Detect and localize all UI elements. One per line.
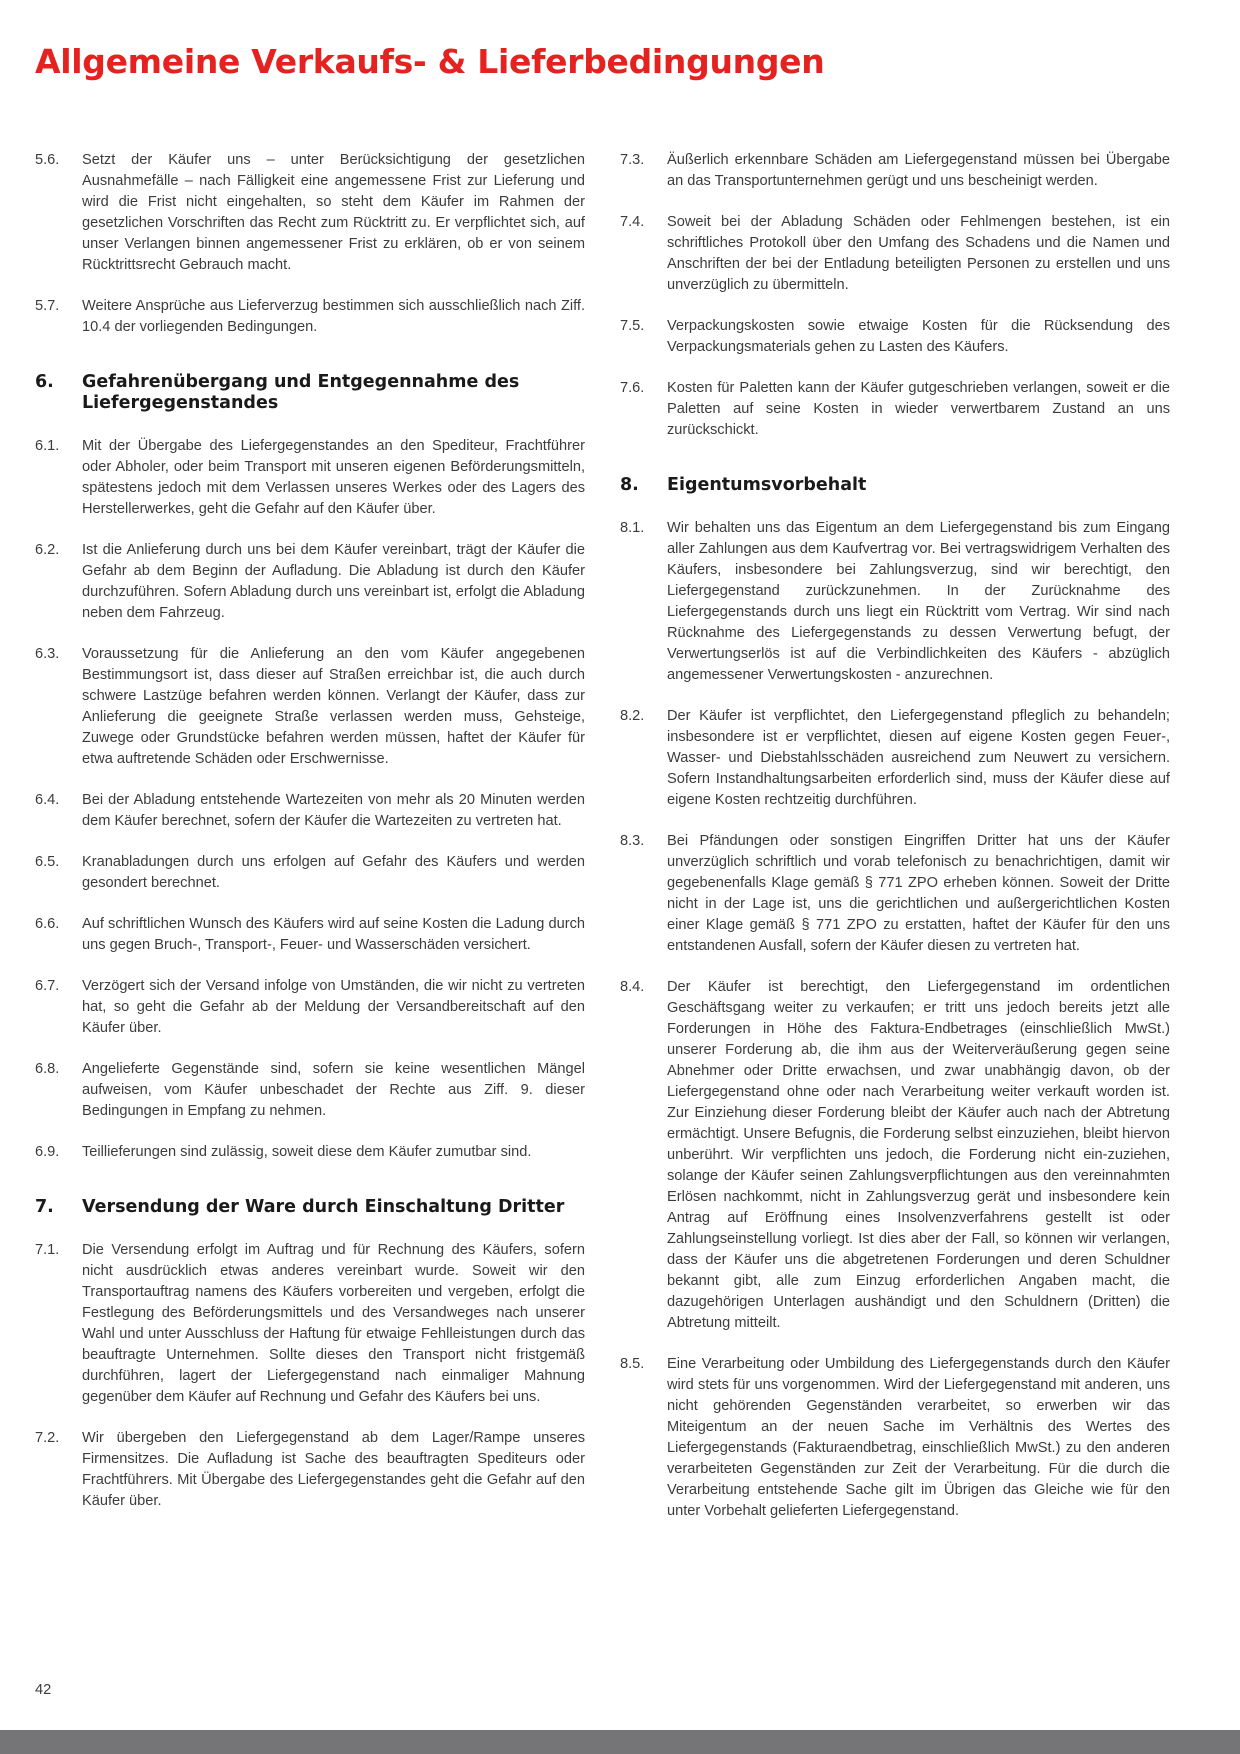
clause-number: 6.6.: [35, 916, 60, 932]
clause-text: Teillieferungen sind zulässig, soweit diese dem Käufer zumutbar sind.: [82, 1144, 532, 1160]
clause-6-3: [35, 644, 585, 770]
clause-text: Mit der Übergabe des Liefergegenstandes an den Spediteur, Frachtführer oder Abholer, oder beim Transport mit unseren eigenen Beförderungsmitteln, spätestens jedoch mit dem Verlassen unseres Werkes oder des Lagers des Herstellerwerkes, geht die Gefahr auf den Käufer über.: [82, 438, 585, 517]
clause-number: 7.2.: [35, 1430, 60, 1446]
page-number: 42: [35, 1682, 52, 1698]
left-column: [35, 150, 585, 1532]
clause-text: Kosten für Paletten kann der Käufer gutgeschrieben verlangen, soweit er die Paletten auf seine Kosten in wieder verwertbarem Zustand an uns zurückschickt.: [667, 380, 1170, 438]
clause-text: Wir behalten uns das Eigentum an dem Liefergegenstand bis zum Eingang aller Zahlungen aus dem Kaufvertrag vor. Bei vertragswidrigem Verhalten des Käufers, insbesondere bei Zahlungsverzug, sind wir berechtigt, den Liefergegenstand zurückzunehmen. In der Zurücknahme des Liefergegenstands durch uns liegt ein Rücktritt vom Vertrag. Wir sind nach Rücknahme des Liefergegenstands zu dessen Verwertung befugt, der Verwertungserlös ist auf die Verbindlichkeiten des Käufers - abzüglich angemessener Verwertungskosten - anzurechnen.: [667, 520, 1170, 683]
clause-7-5: [620, 316, 1170, 358]
clause-7-6: [620, 378, 1170, 441]
section-number: 8.: [620, 475, 639, 495]
clause-text: Bei der Abladung entstehende Wartezeiten von mehr als 20 Minuten werden dem Käufer berechnet, sofern der Käufer die Wartezeiten zu vertreten hat.: [82, 792, 585, 829]
clause-5-7: [35, 296, 585, 338]
clause-number: 5.7.: [35, 298, 60, 314]
clause-text: Voraussetzung für die Anlieferung an den vom Käufer angegebenen Bestimmungsort ist, dass dieser auf Straßen erreichbar ist, die auch durch schwere Lastzüge befahren werden können. Verlangt der Käufer, dass zur Anlieferung die geeignete Straße verlassen werden muss, Gehsteige, Zuwege oder Grundstücke befahren werden müssen, haftet der Käufer für etwa auftretende Schäden oder Erschwernisse.: [82, 646, 585, 767]
clause-text: Weitere Ansprüche aus Lieferverzug bestimmen sich ausschließlich nach Ziff. 10.4 der vorliegenden Bedingungen.: [82, 298, 585, 335]
clause-number: 6.2.: [35, 542, 60, 558]
clause-text: Kranabladungen durch uns erfolgen auf Gefahr des Käufers und werden gesondert berechnet.: [82, 854, 585, 891]
section-title: Eigentumsvorbehalt: [667, 475, 867, 495]
clause-text: Der Käufer ist berechtigt, den Liefergegenstand im ordentlichen Geschäftsgang weiter zu verkaufen; er tritt uns jedoch bereits jetzt alle Forderungen in Höhe des Faktura-Endbetrages (einschließlich MwSt.) unserer Forderung ab, die ihm aus der Weiterveräußerung gegen seine Abnehmer oder Dritte erwachsen, und zwar unabhängig davon, ob der Liefergegenstand ohne oder nach Verarbeitung weiter verkauft worden ist. Zur Einziehung dieser Forderung bleibt der Käufer auch nach der Abtretung ermächtigt. Unsere Befugnis, die Forderung selbst einzuziehen, bleibt hiervon unberührt. Wir verpflichten uns jedoch, die Forderung nicht ein-zuziehen, solange der Käufer seinen Zahlungsverpflichtungen aus den vereinnahmten Erlösen nachkommt, nicht in Zahlungsverzug gerät und insbesondere kein Antrag auf Eröffnung eines Insolvenzverfahrens gestellt ist oder Zahlungseinstellung vorliegt. Ist dies aber der Fall, so können wir verlangen, dass der Käufer uns die abgetretenen Forderungen und deren Schuldner bekannt gibt, alle zum Einzug erforderlichen Angaben macht, die dazugehörigen Unterlagen aushändigt und den Schuldnern (Dritten) die Abtretung mitteilt.: [667, 979, 1170, 1331]
clause-6-7: [35, 976, 585, 1039]
clause-text: Eine Verarbeitung oder Umbildung des Liefergegenstands durch den Käufer wird stets für uns vorgenommen. Wird der Liefergegenstand mit anderen, uns nicht gehörenden Gegenständen verarbeitet, so erwerben wir das Miteigentum an der neuen Sache im Verhältnis des Wertes des Liefergegenstands (Fakturaendbetrag, einschließlich MwSt.) zu den anderen verarbeiteten Gegenständen zur Zeit der Verarbeitung. Für die durch die Verarbeitung entstehende Sache gilt im Übrigen das Gleiche wie für den unter Vorbehalt gelieferten Liefergegenstand.: [667, 1356, 1170, 1519]
clause-text: Die Versendung erfolgt im Auftrag und für Rechnung des Käufers, sofern nicht ausdrücklich etwas anderes vereinbart wurde. Soweit wir den Transportauftrag namens des Käufers vorbereiten und vergeben, erfolgt die Festlegung des Beförderungsmittels und des Versandweges nach unserer Wahl und unter Ausschluss der Haftung für etwaige Fehlleistungen durch das beauftragte Unternehmen. Sollte dieses den Transport nicht fristgemäß durchführen, lagert der Liefergegenstand nach einmaliger Mahnung gegenüber dem Käufer auf Rechnung und Gefahr des Käufers bei uns.: [82, 1242, 585, 1405]
clause-number: 7.4.: [620, 214, 645, 230]
clause-8-1: [620, 518, 1170, 686]
clause-6-4: [35, 790, 585, 832]
clause-number: 7.6.: [620, 380, 645, 396]
section-heading-6: [35, 372, 585, 414]
clause-8-5: [620, 1354, 1170, 1522]
clause-7-3: [620, 150, 1170, 192]
clause-6-5: [35, 852, 585, 894]
clause-number: 7.1.: [35, 1242, 60, 1258]
section-number: 7.: [35, 1197, 54, 1217]
clause-6-2: [35, 540, 585, 624]
clause-5-6: [35, 150, 585, 276]
clause-number: 7.3.: [620, 152, 645, 168]
clause-number: 8.2.: [620, 708, 645, 724]
clause-8-4: [620, 977, 1170, 1334]
clause-text: Bei Pfändungen oder sonstigen Eingriffen Dritter hat uns der Käufer unverzüglich schriftlich und vorab telefonisch zu benachrichtigen, damit wir gegebenenfalls Klage gemäß § 771 ZPO erheben können. Soweit der Dritte nicht in der Lage ist, uns die gerichtlichen und außergerichtlichen Kosten einer Klage gemäß § 771 ZPO zu erstatten, haftet der Käufer für den uns entstandenen Ausfall, sofern der Käufer diesen zu vertreten hat.: [667, 833, 1170, 954]
clause-6-1: [35, 436, 585, 520]
clause-text: Äußerlich erkennbare Schäden am Liefergegenstand müssen bei Übergabe an das Transportunternehmen gerügt und uns bescheinigt werden.: [667, 152, 1170, 189]
clause-8-3: [620, 831, 1170, 957]
clause-number: 6.8.: [35, 1061, 60, 1077]
clause-text: Verpackungskosten sowie etwaige Kosten für die Rücksendung des Verpackungsmaterials gehen zu Lasten des Käufers.: [667, 318, 1170, 355]
clause-number: 8.3.: [620, 833, 645, 849]
clause-8-2: [620, 706, 1170, 811]
section-title: Versendung der Ware durch Einschaltung Dritter: [82, 1197, 565, 1217]
clause-text: Wir übergeben den Liefergegenstand ab dem Lager/Rampe unseres Firmensitzes. Die Aufladung ist Sache des beauftragten Spediteurs oder Frachtführers. Mit Übergabe des Liefergegenstandes geht die Gefahr auf den Käufer über.: [82, 1430, 585, 1509]
clause-text: Auf schriftlichen Wunsch des Käufers wird auf seine Kosten die Ladung durch uns gegen Bruch-, Transport-, Feuer- und Wasserschäden versichert.: [82, 916, 585, 953]
section-heading-8: [620, 475, 1170, 496]
clause-number: 6.3.: [35, 646, 60, 662]
clause-number: 5.6.: [35, 152, 60, 168]
clause-7-4: [620, 212, 1170, 296]
clause-text: Soweit bei der Abladung Schäden oder Fehlmengen bestehen, ist ein schriftliches Protokoll über den Umfang des Schadens und die Namen und Anschriften der bei der Entladung beteiligten Personen zu erstellen und uns unverzüglich zu übermitteln.: [667, 214, 1170, 293]
clause-text: Angelieferte Gegenstände sind, sofern sie keine wesentlichen Mängel aufweisen, vom Käufer unbeschadet der Rechte aus Ziff. 9. dieser Bedingungen in Empfang zu nehmen.: [82, 1061, 585, 1119]
clause-number: 8.5.: [620, 1356, 645, 1372]
clause-text: Ist die Anlieferung durch uns bei dem Käufer vereinbart, trägt der Käufer die Gefahr ab dem Beginn der Aufladung. Die Abladung ist durch den Käufer durchzuführen. Sofern Abladung durch uns vereinbart ist, erfolgt die Abladung neben dem Fahrzeug.: [82, 542, 585, 621]
section-heading-7: [35, 1197, 585, 1218]
clause-text: Verzögert sich der Versand infolge von Umständen, die wir nicht zu vertreten hat, so geht die Gefahr ab der Meldung der Versandbereitschaft auf den Käufer über.: [82, 978, 585, 1036]
clause-number: 6.4.: [35, 792, 60, 808]
clause-number: 7.5.: [620, 318, 645, 334]
clause-number: 6.5.: [35, 854, 60, 870]
clause-7-2: [35, 1428, 585, 1512]
page-title: Allgemeine Verkaufs- & Lieferbedingungen: [35, 42, 825, 81]
clause-text: Der Käufer ist verpflichtet, den Liefergegenstand pfleglich zu behandeln; insbesondere ist er verpflichtet, diesen auf eigene Kosten gegen Feuer-, Wasser- und Diebstahlsschäden ausreichend zum Neuwert zu versichern. Sofern Instandhaltungsarbeiten erforderlich sind, muss der Käufer diese auf eigene Kosten rechtzeitig durchführen.: [667, 708, 1170, 808]
clause-6-9: [35, 1142, 585, 1163]
clause-number: 6.7.: [35, 978, 60, 994]
clause-text: Setzt der Käufer uns – unter Berücksichtigung der gesetzlichen Ausnahmefälle – nach Fälligkeit eine angemessene Frist zur Lieferung und wird die Frist nicht eingehalten, so steht dem Käufer im Rahmen der gesetzlichen Vorschriften das Recht zum Rücktritt zu. Er verpflichtet sich, auf unser Verlangen binnen angemessener Frist zu erklären, ob er von seinem Rücktrittsrecht Gebrauch macht.: [82, 152, 585, 273]
section-number: 6.: [35, 372, 54, 392]
clause-number: 8.4.: [620, 979, 645, 995]
clause-6-6: [35, 914, 585, 956]
footer-bar: [0, 1730, 1240, 1754]
section-title: Gefahrenübergang und Entgegennahme des Liefergegenstandes: [82, 372, 520, 413]
clause-6-8: [35, 1059, 585, 1122]
clause-number: 6.9.: [35, 1144, 60, 1160]
clause-number: 6.1.: [35, 438, 60, 454]
right-column: [620, 150, 1170, 1542]
clause-number: 8.1.: [620, 520, 645, 536]
clause-7-1: [35, 1240, 585, 1408]
